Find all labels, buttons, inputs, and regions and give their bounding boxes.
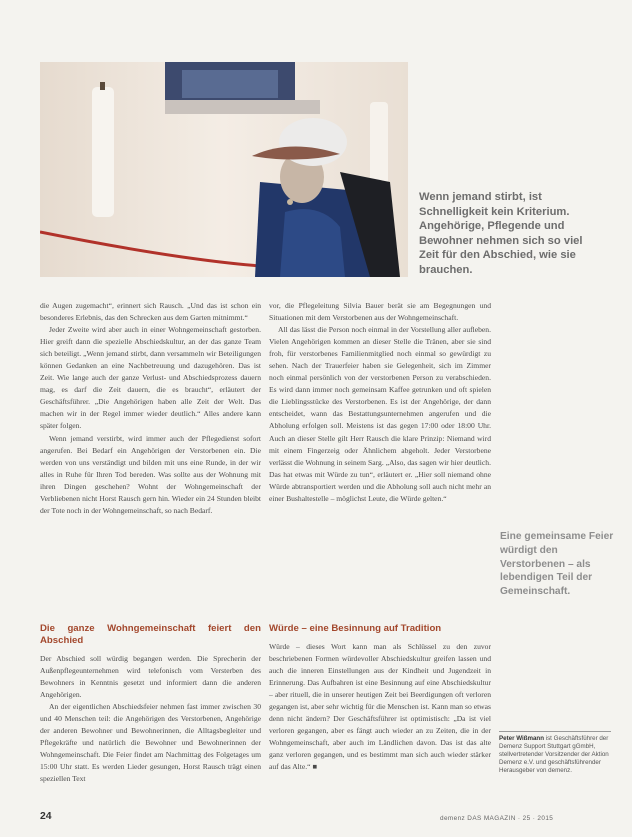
- photo-elderly-woman-wheelchair: [40, 62, 408, 277]
- section-heading: Die ganze Wohngemeinschaft feiert den Abschied: [40, 623, 261, 646]
- page-number: 24: [40, 811, 52, 822]
- article-photo: [40, 62, 408, 277]
- author-description: ist Geschäftsführer der Demenz Support Stuttgart gGmbH, stellvertretender Vorsitzender der Aktion Demenz e.V. und geschäftsführender Herausgeber von demenz.: [499, 735, 609, 774]
- paragraph: Wenn jemand verstirbt, wird immer auch der Pflegedienst sofort angerufen. Bei Bedarf ein Angehörigen der Verstorbenen ein. Die werden von uns verständigt und bilden mit uns eine Runde, in der wir alles in Ruhe für Ihren Tod bereden. Was sollte aus der Wohnung mit ihren Dingen geschehen? Wohnt der Wohngemeinschaft der Verbliebenen nicht Horst Rausch gern hin. Wieder ein 24 Stunden bleibt der Tote noch in der Wohngemeinschaft, so nach Bedarf.: [40, 433, 261, 515]
- section-heading: Würde – eine Besinnung auf Tradition: [269, 623, 442, 634]
- divider: [499, 731, 611, 732]
- paragraph: Der Abschied soll würdig begangen werden. Die Sprecherin der Außenpflegeunternehmen wird telefonisch vom Versterben des Bewohners in Kenntnis gesetzt und informiert dann die anderen Angehörigen.: [40, 654, 261, 700]
- paragraph: Würde – dieses Wort kann man als Schlüssel zu den zuvor beschriebenen Formen würdevoller Abschiedskultur greifen lassen und auch die inneren Einstellungen aus der Kindheit und Jugendzeit in Erinnerung. Das Aufbahren ist eine Besinnung auf eine Abschiedskultur – aber rituell, die in unserer heutigen Zeit bei Beerdigungen oft verloren gegangen ist, aber sehr wichtig für die Menschen ist. Kann man so etwas denn nicht ändern? Der Geschäftsführer ist optimistisch: „Da ist viel verloren gegangen, aber es fängt auch wieder an zu Zeiten, die in der Wohngemeinschaft, aber auch im Ländlichen davon. Das ist das alte ganz verloren gegangen, und es bestimmt man sich auch wieder stärker auf das Alte.“ ■: [269, 642, 491, 772]
- running-head: demenz DAS MAGAZIN · 25 · 2015: [440, 815, 554, 822]
- paragraph: An der eigentlichen Abschiedsfeier nehmen fast immer zwischen 30 und 40 Menschen teil: die Angehörigen des Verstorbenen, Angehörige der anderen Bewohner und Bewohnerinnen, die Alltagsbegleiter und Pflegekräfte und natürlich die Bewohner und Bewohnerinnen der Wohngemeinschaft. Die Feier findet am Nachmittag des Folgetages um 15:00 Uhr statt. Es werden Lieder gesungen, Horst Rausch trägt einen speziellen Text: [40, 702, 261, 784]
- section-wuerde: [269, 623, 491, 774]
- author-name: Peter Wißmann: [499, 735, 544, 742]
- paragraph: All das lässt die Person noch einmal in der Vorstellung aller aufleben. Vielen Angehörigen kommen an dieser Stelle die Tränen, aber sie sind froh, für verstorbenes Familienmitglied noch einmal so gewürdigt zu sehen. Nach der Trauerfeier haben sie Gelegenheit, sich im Zimmer noch einmal persönlich von der verstorbenen Person zu verabschieden. Es wird dann immer noch gemeinsam Kaffee getrunken und oft spielen die Lieblingsstücke des Verstorbenen. Es ist der Angehörige, der dann entscheidet, wann das Bestattungsunternehmen angerufen und die Abholung erfolgen soll. Meistens ist das gegen 17:00 oder 18:00 Uhr. Auch an dieser Stelle gilt Herr Rausch die klare Prinzip: Niemand wird mit einem Fingerzeig oder Ähnlichem abgeholt. Jeder Verstorbene verlässt die Wohnung in seinem Sarg. „Also, das sagen wir hier deutlich. Das hat etwas mit Würde zu tun“, erläutert er. „Hier soll niemand ohne Würde abtransportiert werden und die Abholung soll auch nicht mehr an einer Bushaltestelle – möglichst Leute, die Würde gelten.“: [269, 325, 491, 503]
- article-column-1: [40, 300, 261, 605]
- paragraph: vor, die Pflegeleitung Silvia Bauer berät sie am Begegnungen und Situationen mit dem Verstorbenen aus der Wohngemeinschaft.: [269, 301, 491, 323]
- paragraph: Jeder Zweite wird aber auch in einer Wohngemeinschaft gestorben. Hier greift dann die spezielle Abschiedskultur, an der das ganze Team sich beteiligt. „Wenn jemand stirbt, dann versammeln wir Beteiligungen können Gedanken an eine Nachbetreuung und dazugehören. Das ist Zeit. Wie lange auch der ganze Verlust- und Abschiedsprozess dauern mag, es darf die Zeit dauern, die es braucht“, erläutert der Geschäftsführer. „Die Angehörigen haben alle Zeit der Welt. Das machen wir in der Regel immer wieder deutlich.“ Alles andere kann später folgen.: [40, 325, 261, 431]
- paragraph: die Augen zugemacht“, erinnert sich Rausch. „Und das ist schon ein besonderes Erlebnis, das den Schrecken aus dem Garten mitnimmt.“: [40, 301, 261, 323]
- photo-caption: Wenn jemand stirbt, ist Schnelligkeit kein Kriterium. Angehörige, Pflegende und Bewohner nehmen sich so viel Zeit für den Abschied, wie sie brauchen.: [419, 191, 583, 276]
- author-bio: [499, 735, 612, 775]
- pull-quote: Eine gemeinsame Feier würdigt den Verstorbenen – als lebendigen Teil der Gemeinschaft.: [500, 531, 614, 598]
- article-column-2: [269, 300, 491, 605]
- section-wohngemeinschaft: [40, 623, 261, 786]
